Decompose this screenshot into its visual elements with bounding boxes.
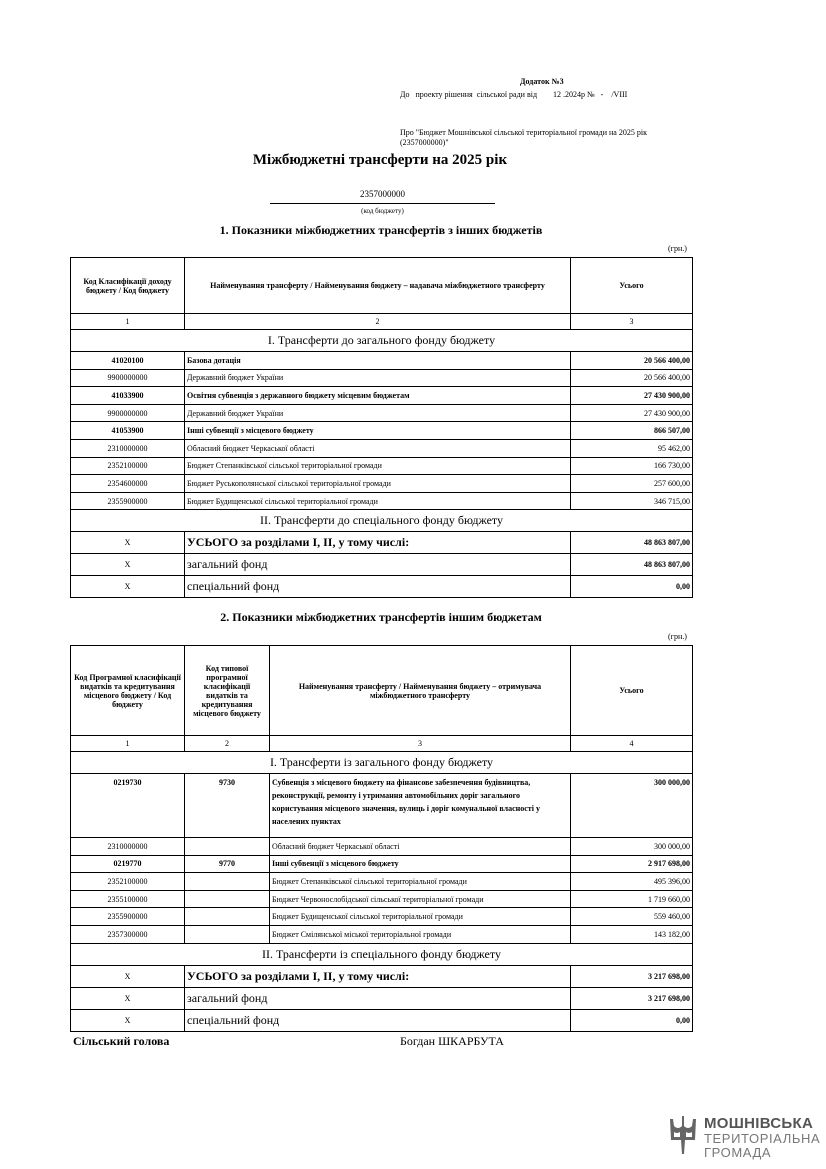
- col-number: 2: [185, 736, 270, 752]
- row-program-code: 0219770: [71, 855, 185, 873]
- total-code: Х: [71, 576, 185, 598]
- table-row: [71, 855, 693, 873]
- page-title: Міжбюджетні трансферти на 2025 рік: [252, 152, 508, 168]
- total-row: [71, 532, 693, 554]
- row-name: Інші субвенції з місцевого бюджету: [185, 422, 571, 440]
- header-name: Найменування трансферту / Найменування бюджету – отримувача міжбюджетного трансферту: [270, 646, 571, 736]
- group-title: ІІ. Трансферти із спеціального фонду бюджету: [71, 943, 693, 965]
- section2-title: 2. Показники міжбюджетних трансфертів іншим бюджетам: [220, 610, 542, 624]
- col-number: 4: [571, 736, 693, 752]
- row-total: 143 182,00: [571, 925, 693, 943]
- group-row: [71, 510, 693, 532]
- total-label: загальний фонд: [185, 554, 571, 576]
- project-reference: До проекту рішення сільської ради від 12 .2024р № - /VIII: [400, 90, 628, 99]
- row-code: 9900000000: [71, 369, 185, 387]
- row-name: Державний бюджет України: [185, 404, 571, 422]
- row-code: 41053900: [71, 422, 185, 440]
- total-row: [71, 1009, 693, 1031]
- section1-title: 1. Показники міжбюджетних трансфертів з інших бюджетів: [219, 223, 543, 237]
- header-total: Усього: [571, 646, 693, 736]
- total-value: 48 863 807,00: [571, 554, 693, 576]
- budget-code: 2357000000: [360, 189, 405, 199]
- total-row: [71, 965, 693, 987]
- row-total: 20 566 400,00: [571, 369, 693, 387]
- row-name: Освітня субвенція з державного бюджету місцевим бюджетам: [185, 387, 571, 405]
- total-value: 48 863 807,00: [571, 532, 693, 554]
- group-row: [71, 943, 693, 965]
- group-title: І. Трансферти до загального фонду бюджету: [71, 330, 693, 352]
- row-total: 1 719 660,00: [571, 890, 693, 908]
- row-total: 2 917 698,00: [571, 855, 693, 873]
- decision-subject: Про "Бюджет Мошнівської сільської територіальної громади на 2025 рік (2357000000)": [400, 128, 647, 147]
- row-type-code: [185, 873, 270, 891]
- row-total: 300 000,00: [571, 838, 693, 856]
- incoming-totals: [71, 532, 693, 598]
- total-label: спеціальний фонд: [185, 1009, 571, 1031]
- row-type-code: [185, 838, 270, 856]
- table-row: [71, 774, 693, 838]
- row-total: 300 000,00: [571, 774, 693, 838]
- table-incoming-transfers: [70, 257, 693, 598]
- section2-unit: (грн.): [668, 632, 687, 641]
- total-value: 0,00: [571, 1009, 693, 1031]
- table-row: [71, 873, 693, 891]
- row-name: Бюджет Смілянської міської територіальної громади: [270, 925, 571, 943]
- table-row: [71, 925, 693, 943]
- total-code: Х: [71, 1009, 185, 1031]
- row-total: 27 430 900,00: [571, 387, 693, 405]
- total-code: Х: [71, 554, 185, 576]
- col-number: 3: [270, 736, 571, 752]
- total-row: [71, 576, 693, 598]
- col-number: 3: [571, 314, 693, 330]
- column-number-row: [71, 736, 693, 752]
- row-type-code: [185, 908, 270, 926]
- row-total: 866 507,00: [571, 422, 693, 440]
- logo-text-line3: ГРОМАДА: [704, 1145, 772, 1160]
- table-row: [71, 475, 693, 493]
- logo-text-line1: МОШНІВСЬКА: [704, 1115, 814, 1132]
- table-row: [71, 387, 693, 405]
- col-number: 1: [71, 736, 185, 752]
- row-name: Обласний бюджет Черкаської області: [270, 838, 571, 856]
- row-program-code: 2355100000: [71, 890, 185, 908]
- total-value: 0,00: [571, 576, 693, 598]
- row-program-code: 2355900000: [71, 908, 185, 926]
- annex-label: Додаток №3: [520, 77, 564, 86]
- row-name: Обласний бюджет Черкаської області: [185, 439, 571, 457]
- table-row: [71, 908, 693, 926]
- total-row: [71, 554, 693, 576]
- table-row: [71, 457, 693, 475]
- table-row: [71, 422, 693, 440]
- row-type-code: 9730: [185, 774, 270, 838]
- group-title: І. Трансферти із загального фонду бюджету: [71, 752, 693, 774]
- row-code: 2354600000: [71, 475, 185, 493]
- total-value: 3 217 698,00: [571, 965, 693, 987]
- row-total: 257 600,00: [571, 475, 693, 493]
- row-code: 2355900000: [71, 492, 185, 510]
- table-row: [71, 492, 693, 510]
- row-name: Бюджет Будищенської сільської територіальної громади: [185, 492, 571, 510]
- total-value: 3 217 698,00: [571, 987, 693, 1009]
- row-code: 9900000000: [71, 404, 185, 422]
- row-total: 95 462,00: [571, 439, 693, 457]
- row-program-code: 2357300000: [71, 925, 185, 943]
- row-name: Бюджет Руськополянської сільської територіальної громади: [185, 475, 571, 493]
- total-code: Х: [71, 532, 185, 554]
- table-header-row: [71, 258, 693, 314]
- signatory-name: Богдан ШКАРБУТА: [400, 1034, 504, 1048]
- budget-code-underline: [270, 203, 495, 204]
- total-label: УСЬОГО за розділами І, ІІ, у тому числі:: [185, 965, 571, 987]
- row-total: 27 430 900,00: [571, 404, 693, 422]
- row-total: 166 730,00: [571, 457, 693, 475]
- outgoing-totals: [71, 965, 693, 1031]
- row-code: 2310000000: [71, 439, 185, 457]
- logo-text-line2: ТЕРИТОРІАЛЬНА: [704, 1131, 821, 1146]
- row-code: 2352100000: [71, 457, 185, 475]
- table-row: [71, 838, 693, 856]
- table-outgoing-transfers: [70, 645, 693, 1032]
- row-code: 41033900: [71, 387, 185, 405]
- row-name: Бюджет Будищенської сільської територіальної громади: [270, 908, 571, 926]
- total-label: спеціальний фонд: [185, 576, 571, 598]
- row-name: Субвенція з місцевого бюджету на фінансове забезпечення будівництва, реконструкції, ремонту і утримання автомобільних доріг загального користування місцевого значення, вулиць і доріг комунальної власності у населених пунктах: [270, 774, 571, 838]
- total-code: Х: [71, 987, 185, 1009]
- table-row: [71, 890, 693, 908]
- table-row: [71, 439, 693, 457]
- row-name: Державний бюджет України: [185, 369, 571, 387]
- group-title: ІІ. Трансферти до спеціального фонду бюджету: [71, 510, 693, 532]
- table-header-row: [71, 646, 693, 736]
- header-type-code: Код типової програмної класифікації видатків та кредитування місцевого бюджету: [185, 646, 270, 736]
- outgoing-rows: [71, 774, 693, 944]
- total-label: УСЬОГО за розділами І, ІІ, у тому числі:: [185, 532, 571, 554]
- total-code: Х: [71, 965, 185, 987]
- incoming-rows: [71, 352, 693, 510]
- row-total: 559 460,00: [571, 908, 693, 926]
- row-total: 346 715,00: [571, 492, 693, 510]
- signatory-position: Сільський голова: [73, 1034, 170, 1048]
- total-label: загальний фонд: [185, 987, 571, 1009]
- header-name: Найменування трансферту / Найменування бюджету – надавача міжбюджетного трансферту: [185, 258, 571, 314]
- section1-unit: (грн.): [668, 244, 687, 253]
- row-type-code: 9770: [185, 855, 270, 873]
- row-name: Бюджет Червонослобідської сільської територіальної громади: [270, 890, 571, 908]
- header-program-code: Код Програмної класифікації видатків та кредитування місцевого бюджету / Код бюджету: [71, 646, 185, 736]
- table-row: [71, 352, 693, 370]
- row-program-code: 0219730: [71, 774, 185, 838]
- col-number: 2: [185, 314, 571, 330]
- row-program-code: 2310000000: [71, 838, 185, 856]
- column-number-row: [71, 314, 693, 330]
- table-row: [71, 369, 693, 387]
- group-row: [71, 330, 693, 352]
- header-code: Код Класифікації доходу бюджету / Код бюджету: [71, 258, 185, 314]
- col-number: 1: [71, 314, 185, 330]
- row-name: Бюджет Степанківської сільської територіальної громади: [270, 873, 571, 891]
- row-name: Бюджет Степанківської сільської територіальної громади: [185, 457, 571, 475]
- row-total: 20 566 400,00: [571, 352, 693, 370]
- budget-code-caption: (код бюджету): [361, 207, 404, 215]
- row-program-code: 2352100000: [71, 873, 185, 891]
- row-name: Базова дотація: [185, 352, 571, 370]
- row-type-code: [185, 890, 270, 908]
- row-type-code: [185, 925, 270, 943]
- row-total: 495 396,00: [571, 873, 693, 891]
- header-total: Усього: [571, 258, 693, 314]
- total-row: [71, 987, 693, 1009]
- row-name: Інші субвенції з місцевого бюджету: [270, 855, 571, 873]
- table-row: [71, 404, 693, 422]
- group-row: [71, 752, 693, 774]
- row-code: 41020100: [71, 352, 185, 370]
